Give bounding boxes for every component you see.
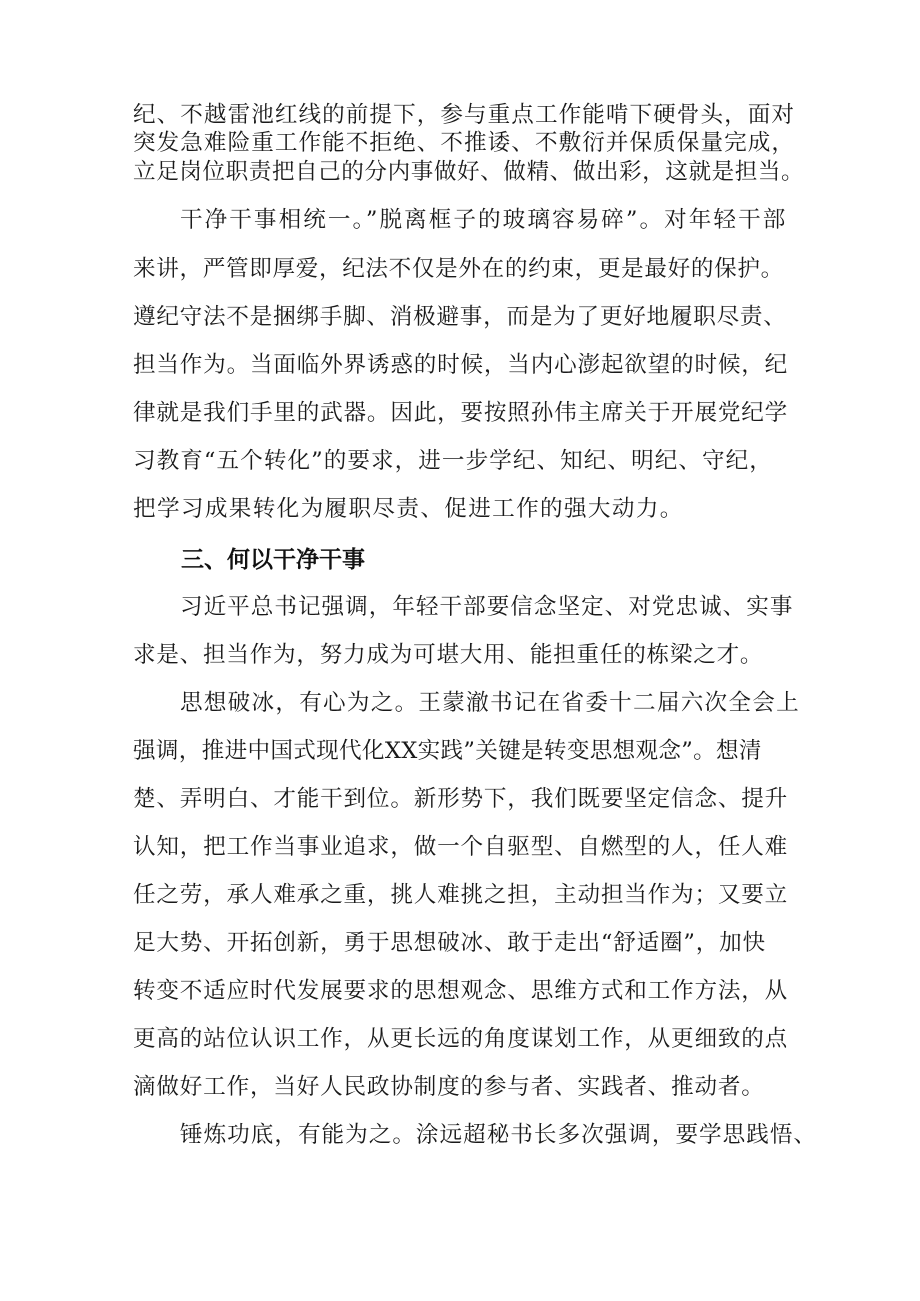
text-line: 习近平总书记强调，年轻干部要信念坚定、对党忠诚、实事 bbox=[180, 594, 794, 620]
text-line: 足大势、开拓创新，勇于思想破冰、敢于走出“舒适圈”，加快 bbox=[133, 930, 766, 956]
section-heading: 三、何以干净干事 bbox=[181, 547, 365, 573]
text-line: 楚、弄明白、才能干到位。新形势下，我们既要坚定信念、提升 bbox=[133, 786, 789, 812]
text-line: 把学习成果转化为履职尽责、促进工作的强大动力。 bbox=[133, 496, 684, 522]
text-line: 遵纪守法不是捆绑手脚、消极避事，而是为了更好地履职尽责、 bbox=[133, 304, 787, 330]
text-line: 纪、不越雷池红线的前提下，参与重点工作能啃下硬骨头，面对 bbox=[133, 102, 796, 128]
text-line: 认知，把工作当事业追求，做一个自驱型、自燃型的人，任人难 bbox=[133, 834, 789, 860]
text-line: 滴做好工作，当好人民政协制度的参与者、实践者、推动者。 bbox=[133, 1074, 765, 1100]
text-line: 来讲，严管即厚爱，纪法不仅是外在的约束，更是最好的保护。 bbox=[133, 256, 784, 282]
text-line: 更高的站位认识工作，从更长远的角度谋划工作，从更细致的点 bbox=[133, 1026, 789, 1052]
text-line: 锤炼功底，有能为之。涂远超秘书长多次强调，要学思践悟、 bbox=[180, 1122, 818, 1148]
text-line: 担当作为。当面临外界诱惑的时候，当内心澎起欲望的时候，纪 bbox=[133, 352, 789, 378]
text-line: 干净干事相统一。”脱离框子的玻璃容易碎”。对年轻干部 bbox=[180, 207, 788, 233]
text-line: 习教育“五个转化”的要求，进一步学纪、知纪、明纪、守纪， bbox=[133, 448, 773, 474]
text-line: 转变不适应时代发展要求的思想观念、思维方式和工作方法，从 bbox=[133, 978, 789, 1004]
text-line: 求是、担当作为，努力成为可堪大用、能担重任的栋梁之才。 bbox=[133, 642, 764, 668]
text-line: 强调，推进中国式现代化XX实践”关键是转变思想观念”。想清 bbox=[133, 738, 762, 764]
text-line: 突发急难险重工作能不拒绝、不推诿、不敷衍并保质保量完成， bbox=[133, 130, 796, 156]
text-line: 思想破冰，有心为之。王蒙澈书记在省委十二届六次全会上 bbox=[180, 690, 800, 716]
text-line: 律就是我们手里的武器。因此，要按照孙伟主席关于开展党纪学 bbox=[133, 400, 789, 426]
text-line: 立足岗位职责把自己的分内事做好、做精、做出彩，这就是担当。 bbox=[133, 159, 805, 185]
text-line: 任之劳，承人难承之重，挑人难挑之担，主动担当作为；又要立 bbox=[133, 882, 789, 908]
